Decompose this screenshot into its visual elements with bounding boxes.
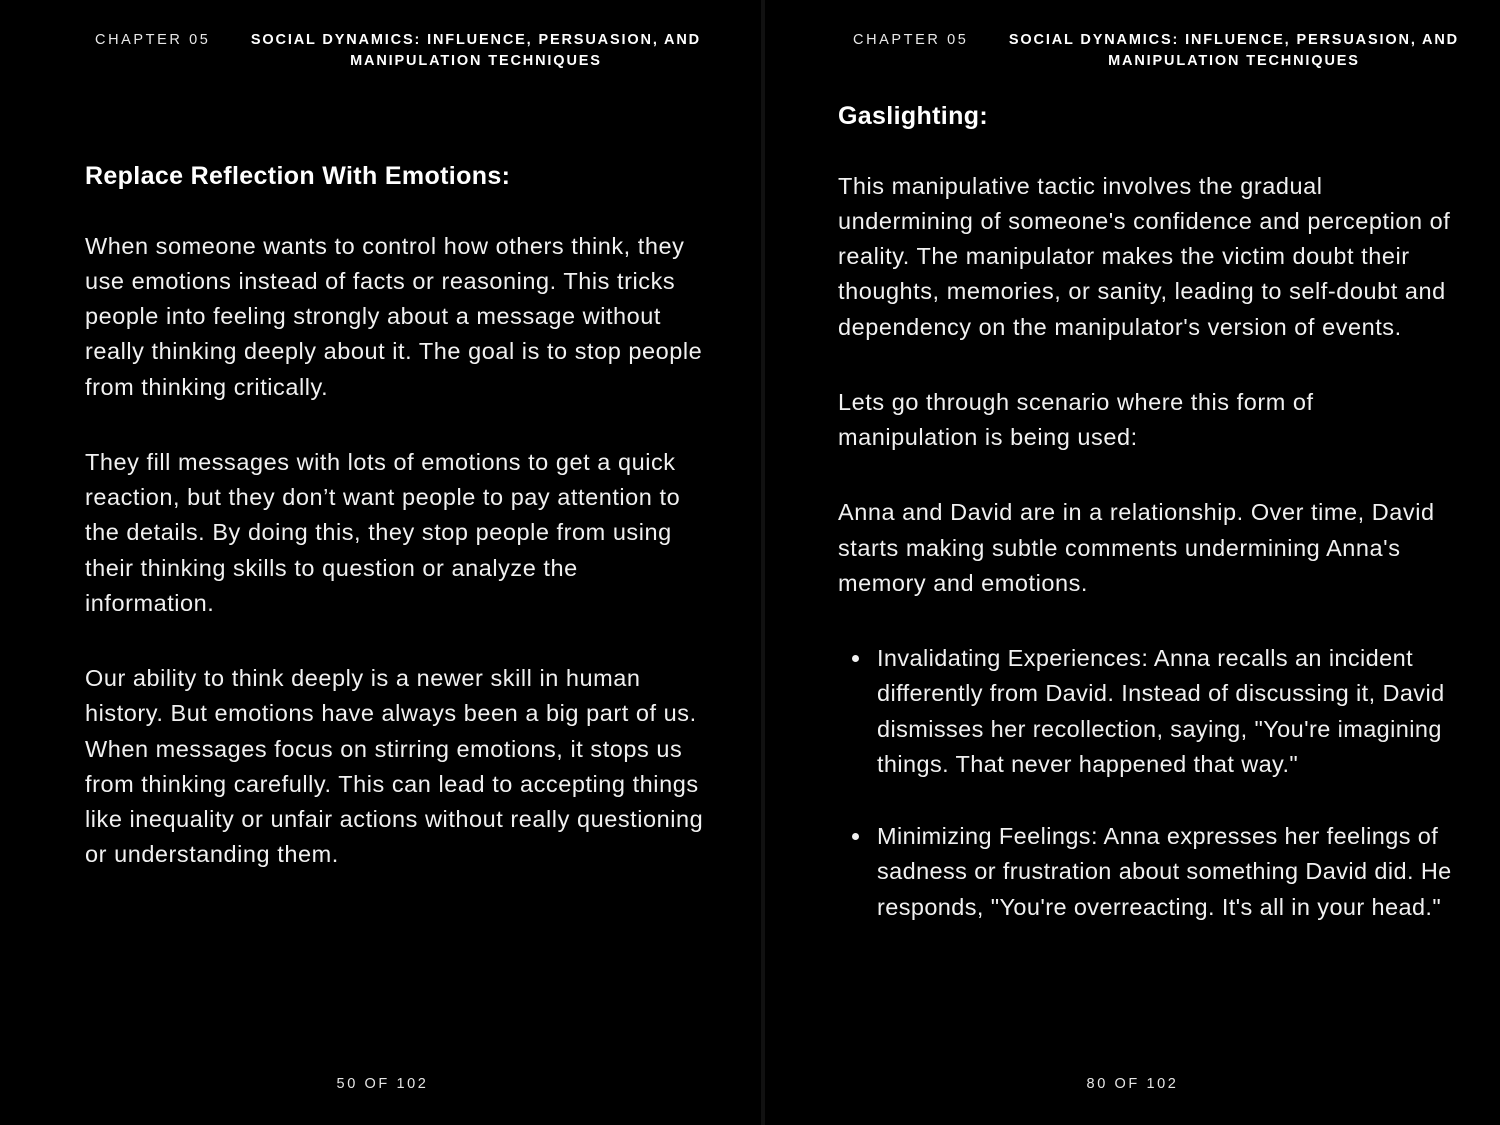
bullet-dot-icon	[852, 833, 859, 840]
running-header-right	[853, 30, 1486, 72]
section-heading-replace-reflection: Replace Reflection With Emotions:	[85, 162, 511, 190]
paragraph: They fill messages with lots of emotions to get a quick reaction, but they don’t want people to pay attention to the details. By doing this, they stop people from using their thinking skills to question or analyze the information.	[85, 448, 681, 616]
list-item	[838, 641, 1453, 782]
paragraph: This manipulative tactic involves the gradual undermining of someone's confidence and perception of reality. The manipulator makes the victim doubt their thoughts, memories, or sanity, leading to self-doubt and dependency on the manipulator's version of events.	[838, 172, 1451, 340]
right-page-content	[838, 100, 1453, 925]
page-number-right: 80 OF 102	[1086, 1076, 1179, 1092]
gaslighting-tactics-list	[838, 641, 1453, 925]
section-heading-gaslighting: Gaslighting:	[838, 102, 989, 130]
chapter-label: CHAPTER 05	[95, 32, 211, 48]
chapter-label: CHAPTER 05	[853, 32, 969, 48]
bullet-dot-icon	[852, 655, 859, 662]
chapter-title: SOCIAL DYNAMICS: INFLUENCE, PERSUASION, AND MANIPULATION TECHNIQUES	[250, 32, 702, 70]
left-page-content	[85, 160, 710, 873]
paragraph: When someone wants to control how others think, they use emotions instead of facts or reasoning. This tricks people into feeling strongly about a message without really thinking deeply about it. The goal is to stop people from thinking critically.	[85, 232, 703, 400]
chapter-title: SOCIAL DYNAMICS: INFLUENCE, PERSUASION, AND MANIPULATION TECHNIQUES	[1008, 32, 1460, 70]
list-item	[838, 819, 1453, 925]
page-number-left: 50 OF 102	[336, 1076, 429, 1092]
running-header-left	[95, 30, 728, 72]
list-item-text: Invalidating Experiences: Anna recalls an incident differently from David. Instead of discussing it, David dismisses her recollection, saying, "You're imagining things. That never happened that way."	[877, 645, 1445, 777]
right-page	[765, 0, 1500, 1125]
paragraph: Lets go through scenario where this form of manipulation is being used:	[838, 388, 1314, 450]
paragraph: Our ability to think deeply is a newer skill in human history. But emotions have always been a big part of us. When messages focus on stirring emotions, it stops us from thinking carefully. This can lead to accepting things like inequality or unfair actions without really questioning or understanding them.	[85, 665, 704, 868]
paragraph: Anna and David are in a relationship. Over time, David starts making subtle comments undermining Anna's memory and emotions.	[838, 499, 1435, 596]
list-item-text: Minimizing Feelings: Anna expresses her feelings of sadness or frustration about something David did. He responds, "You're overreacting. It's all in your head."	[877, 823, 1452, 920]
